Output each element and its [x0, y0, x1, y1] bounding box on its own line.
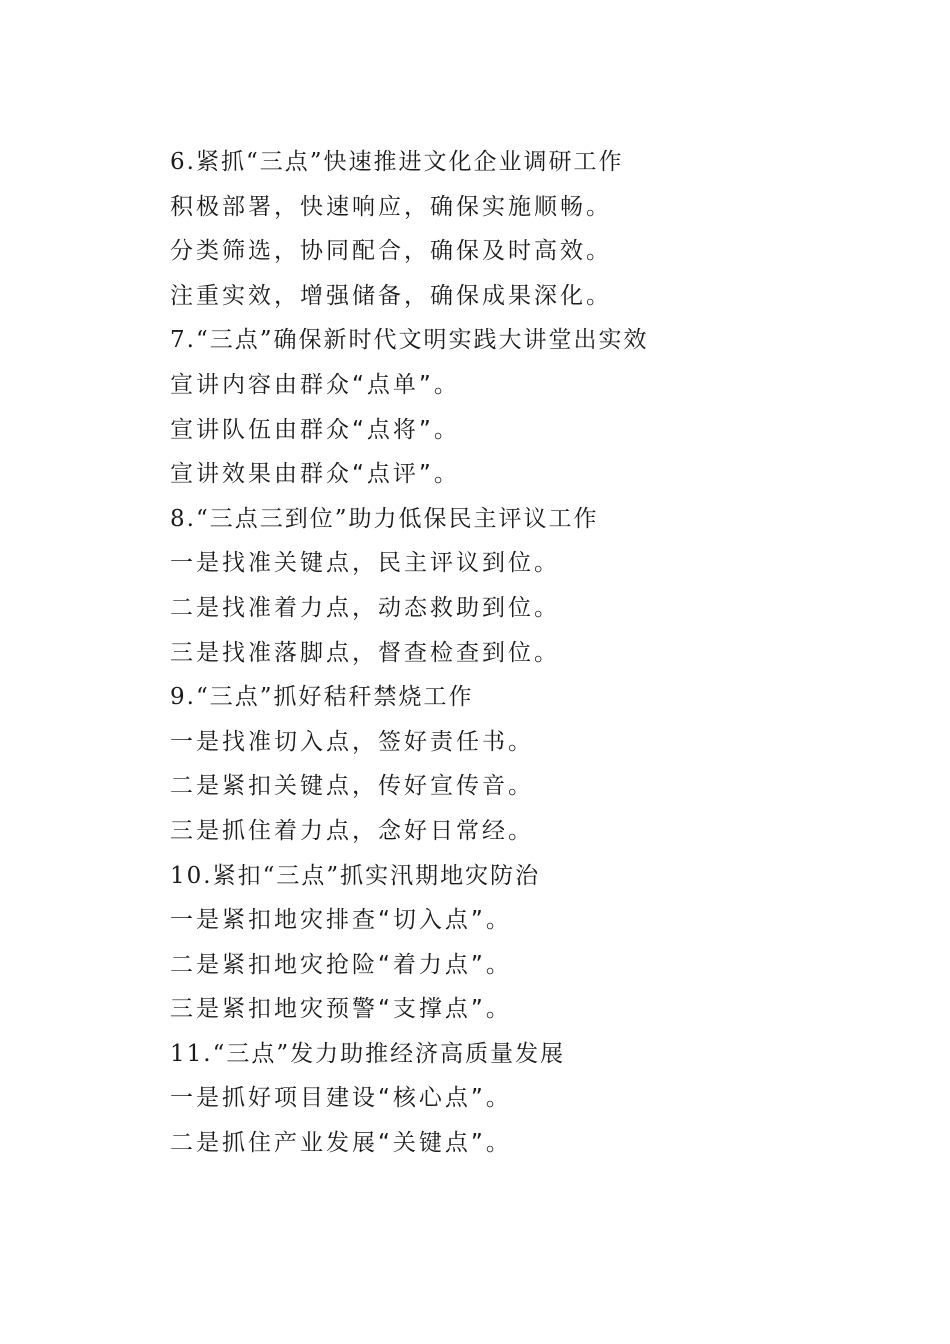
paragraph-line: 一是找准切入点，签好责任书。 [170, 728, 534, 755]
paragraph-line: 积极部署，快速响应，确保实施顺畅。 [170, 193, 612, 220]
section-heading: 7.“三点”确保新时代文明实践大讲堂出实效 [170, 327, 649, 354]
paragraph-line: 二是抓住产业发展“关键点”。 [170, 1130, 512, 1157]
section-heading: 9.“三点”抓好秸秆禁烧工作 [170, 684, 474, 711]
document-body [170, 140, 790, 1166]
paragraph-line: 二是紧扣关键点，传好宣传音。 [170, 773, 534, 800]
paragraph-line: 二是紧扣地灾抢险“着力点”。 [170, 951, 512, 978]
paragraph-line: 宣讲队伍由群众“点将”。 [170, 416, 460, 443]
paragraph-line: 一是抓好项目建设“核心点”。 [170, 1085, 512, 1112]
paragraph-line: 宣讲内容由群众“点单”。 [170, 371, 460, 398]
paragraph-line: 一是找准关键点，民主评议到位。 [170, 550, 560, 577]
paragraph-line: 一是紧扣地灾排查“切入点”。 [170, 907, 512, 934]
paragraph-line: 三是找准落脚点，督查检查到位。 [170, 639, 560, 666]
paragraph-line: 二是找准着力点，动态救助到位。 [170, 594, 560, 621]
section-heading: 8.“三点三到位”助力低保民主评议工作 [170, 505, 599, 532]
section-heading: 10.紧扣“三点”抓实汛期地灾防治 [170, 862, 541, 889]
section-heading: 6.紧抓“三点”快速推进文化企业调研工作 [170, 149, 624, 175]
paragraph-line: 宣讲效果由群众“点评”。 [170, 461, 460, 488]
paragraph-line: 三是抓住着力点，念好日常经。 [170, 817, 534, 844]
section-heading: 11.“三点”发力助推经济高质量发展 [170, 1040, 566, 1067]
paragraph-line: 三是紧扣地灾预警“支撑点”。 [170, 996, 512, 1023]
paragraph-line: 注重实效，增强储备，确保成果深化。 [170, 282, 612, 309]
paragraph-line: 分类筛选，协同配合，确保及时高效。 [170, 238, 612, 265]
